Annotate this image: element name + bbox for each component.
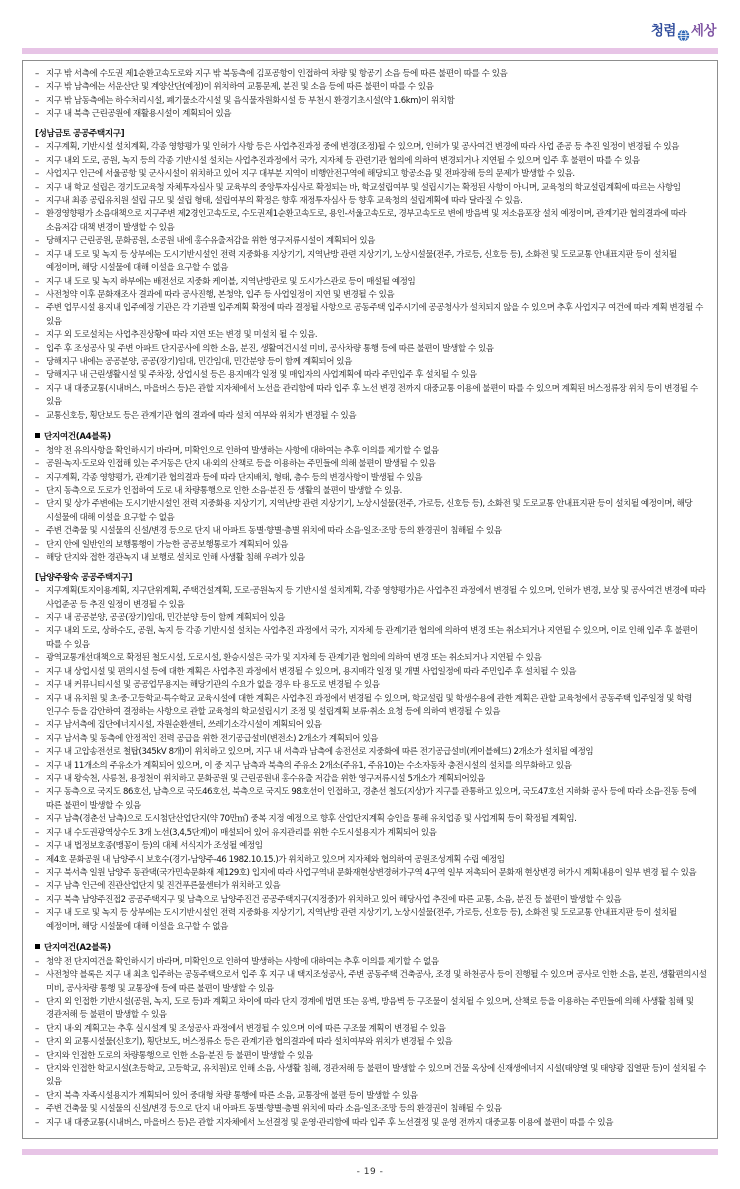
notice-item: – 지구 내 학교 설립은 경기도교육청 자체투자심사 및 교육부의 중앙투자심사로 확정되는 바, 학교설립여부 및 설립시기는 확정된 사항이 아니며, 교육청의 학교설립계획에 따르는 사항임 — [33, 182, 707, 195]
top-decorative-rule — [22, 48, 718, 54]
notice-item: – 단지와 인접한 학교시설(초등학교, 고등학교, 유치원)로 인해 소음, 사생활 침해, 경관저해 등 불편이 발생할 수 있으며 건물 옥상에 신재생에너지 시설(태양열 및 태양광 집열판 등)이 설치될 수 있음 — [33, 1063, 707, 1090]
notice-list — [33, 141, 707, 423]
notice-item: – 단지 및 상가 주변에는 도시기반시설인 전력 지중화용 지상기기, 지역난방 관련 지상기기, 노상시설물(전주, 가로등, 신호등 등), 소화전 및 도로교통 안내표지판 등이 설치될 예정이며, 해당 시설물에 대해 이설을 요구할 수 없음 — [33, 498, 707, 525]
notice-list — [33, 585, 707, 934]
notice-item: – 단지 동측으로 도로가 인접하여 도로 내 차량통행으로 인한 소음·분진 등 생활의 불편이 발생할 수 있음. — [33, 485, 707, 498]
notice-item: – 환경영향평가 소음대책으로 지구주변 제2경인고속도로, 수도권제1순환고속도로, 용인-서울고속도로, 경부고속도로 변에 방음벽 및 저소음포장 설치 예정이며, 관계기관 협의결과에 따라 소음저감 대책 변경이 발생할 수 있음 — [33, 208, 707, 235]
brand-logo — [651, 22, 716, 42]
notice-list — [33, 445, 707, 566]
block-section-label: 단지여건(A2블록) — [44, 943, 111, 954]
notice-item: – 지구 외 도로설치는 사업추진상황에 따라 지연 또는 변경 및 미설치 될 수 있음. — [33, 329, 707, 342]
notice-item: – 단지 외 교통시설물(신호기), 횡단보도, 버스정류소 등은 관계기관 협의결과에 따라 설치여부와 위치가 변경될 수 있음 — [33, 1036, 707, 1049]
notice-item: – 당해지구 내 근린생활시설 및 주차장, 상업시설 등은 용지매각 일정 및 매입자의 사업계획에 따라 주민입주 후 설치될 수 있음 — [33, 369, 707, 382]
section-group-2 — [33, 573, 707, 935]
block-section-title — [35, 432, 707, 444]
notice-item: – 지구 내외 도로, 공원, 녹지 등의 각종 기반시설 설치는 사업추진과정에서 국가, 지자체 등 관련기관 협의에 의하여 변경되거나 지연될 수 있으며 입주 후 불편이 따를 수 있음 — [33, 155, 707, 168]
notice-item: – 지구 남서측 및 동측에 안정적인 전력 공급을 위한 전기공급설비(변전소) 2개소가 계획되어 있음 — [33, 733, 707, 746]
notice-item: – 지구계획, 기반시설 설치계획, 각종 영향평가 및 인허가 사항 등은 사업추진과정 중에 변경(조정)될 수 있으며, 인허가 및 공사여건 변경에 따라 사업 준공 등 추진 일정이 변경될 수 있음 — [33, 141, 707, 154]
notice-item: – 지구 내 도로 및 녹지 등 상부에는 도시기반시설인 전력 지중화용 지상기기, 지역난방 관련 지상기기, 노상시설물(전주, 가로등, 신호등 등), 소화전 및 도로교통 안내표지판 등이 설치될 예정이며, 해당 시설물에 대해 이설을 요구할 수 없음 — [33, 907, 707, 934]
page-number: - 19 - — [356, 1167, 384, 1178]
logo-text-right: 세상 — [690, 23, 716, 40]
notice-item: – 주변 건축물 및 시설물의 신설/변경 등으로 단지 내 아파트 동별·향별·층별 위치에 따라 소음·일조·조망 등의 환경권이 침해될 수 있음 — [33, 1103, 707, 1116]
notice-item: – 주변 업무시설 용지내 입주예정 기관은 각 기관별 입주계획 확정에 따라 결정될 사항으로 공동주택 입주시기에 공공청사가 설치되지 않을 수 있으며 추후 사업지구 여건에 따라 계획 변경될 수 있음 — [33, 302, 707, 329]
notice-item: – 지구 북서측 일원 남양주 동관댁(국가민속문화재 제129호) 입지에 따라 사업구역내 문화재현상변경허가구역 4구역 일부 저촉되어 문화재 현상변경 허가시 계획내용이 일부 변경 될 수 있음 — [33, 867, 707, 880]
notice-item: – 해당 단지와 접한 경관녹지 내 보행로 설치로 인해 사생활 침해 우려가 있음 — [33, 552, 707, 565]
notice-item: – 지구 내 북측 근린공원에 재활용시설이 계획되어 있음 — [33, 108, 707, 121]
section-title: [남양주왕숙 공공주택지구] — [35, 572, 133, 583]
notice-item: – 지구계획, 각종 영향평가, 관계기관 협의결과 등에 따라 단지배치, 형태, 층수 등의 변경사항이 발생될 수 있음 — [33, 472, 707, 485]
globe-icon — [677, 27, 690, 40]
notice-item: – 지구 내 대중교통(시내버스, 마을버스 등)은 관할 지자체에서 노선결정 및 운영·관리함에 따라 입주 후 노선결정 및 운영 전까지 대중교통 이용에 불편이 따를 수 있음 — [33, 1117, 707, 1130]
square-bullet-icon — [35, 944, 40, 949]
notice-item: – 사전청약 블록은 지구 내 최초 입주하는 공동주택으로서 입주 후 지구 내 택지조성공사, 주변 공동주택 건축공사, 조경 및 하천공사 등이 진행될 수 있으며 공사로 인한 소음, 분진, 생활편의시설 미비, 공사차량 통행 및 교통장애 등에 따른 불편이 발생할 수 있음 — [33, 969, 707, 996]
notice-item: – 지구 내 수도권광역상수도 3개 노선(3,4,5단계)이 매설되어 있어 유지관리를 위한 수도시설용지가 계획되어 있음 — [33, 827, 707, 840]
notice-item: – 지구 북측 남양주진접2 공공주택지구 및 남측으로 남양주진건 공공주택지구(지정중)가 위치하고 있어 해당사업 추진에 따른 교통, 소음, 분진 등 불편이 발생할 수 있음 — [33, 894, 707, 907]
notice-item: – 제4호 문화공원 내 남양주시 보호수(경기-남양주-46 1982.10.15.)가 위치하고 있으며 지자체와 협의하여 공원조성계획 수립 예정임 — [33, 854, 707, 867]
notice-item: – 단지 안에 일반인의 보행통행이 가능한 공공보행통로가 계획되어 있음 — [33, 539, 707, 552]
notice-item: – 사전청약 이후 문화재조사 결과에 따라 공사진행, 본청약, 입주 등 사업일정이 지연 및 변경될 수 있음 — [33, 289, 707, 302]
notice-item: – 청약 전 유의사항을 확인하시기 바라며, 미확인으로 인하여 발생하는 사항에 대하여는 추후 이의를 제기할 수 없음 — [33, 445, 707, 458]
content-frame — [22, 60, 718, 1139]
notice-item: – 지구 내 고압송전선로 철탑(345kV 8개)이 위치하고 있으며, 지구 내 서측과 남측에 송전선로 지중화에 따른 전기공급설비(케이블헤드) 2개소가 설치될 예정임 — [33, 746, 707, 759]
page-footer — [0, 1155, 740, 1189]
notice-item: – 지구 밖 서측에 수도권 제1순환고속도로와 지구 밖 북동측에 김포공항이 인접하여 차량 및 항공기 소음 등에 따른 불편이 따를 수 있음 — [33, 68, 707, 81]
notice-item: – 지구 내 커뮤니티시설 및 공공업무용지는 해당기관의 수요가 없을 경우 타 용도로 변경될 수 있음 — [33, 679, 707, 692]
section-group-1 — [33, 129, 707, 423]
notice-item: – 지구 남측 인근에 진관산업단지 및 진건푸른물센터가 위치하고 있음 — [33, 880, 707, 893]
notice-item: – 지구 내 공공분양, 공공(장기)임대, 민간분양 등이 함께 계획되어 있음 — [33, 612, 707, 625]
notice-item: – 지구 남서측에 집단에너지시설, 자원순환센터, 쓰레기소각시설이 계획되어 있음 — [33, 719, 707, 732]
notice-item: – 지구내 최종 공립유치원 설립 규모 및 설립 형태, 설립여부의 확정은 향후 재정투자심사 등 향후 교육청의 설립계획에 따라 달라질 수 있음. — [33, 195, 707, 208]
notice-item: – 입주 후 조성공사 및 주변 아파트 단지공사에 의한 소음, 분진, 생활여건시설 미비, 공사차량 통행 등에 따른 불편이 발생할 수 있음 — [33, 343, 707, 356]
block-section-title — [35, 943, 707, 955]
notice-item: – 지구 동측으로 국지도 86호선, 남측으로 국도46호선, 북측으로 국지도 98호선이 인접하고, 경춘선 철도(지상)가 지구를 관통하고 있으며, 국도47호선 지하화 공사 등에 따라 소음·진동 등에 따른 불편이 발생할 수 있음 — [33, 786, 707, 813]
notice-item: – 지구 밖 남동측에는 하수처리시설, 폐기물소각시설 및 음식물자원화시설 등 부천시 환경기초시설(약 1.6km)이 위치함 — [33, 95, 707, 108]
square-bullet-icon — [35, 433, 40, 438]
page-header — [0, 0, 740, 48]
notice-item: – 지구 밖 남측에는 서운산단 및 계양산단(예정)이 위치하여 교통문제, 분진 및 소음 등에 따른 불편이 따를 수 있음 — [33, 81, 707, 94]
notice-item: – 교통신호등, 횡단보도 등은 관계기관 협의 결과에 따라 설치 여부와 위치가 변경될 수 있음 — [33, 410, 707, 423]
notice-item: – 지구 내 왕숙천, 사릉천, 용정천이 위치하고 문화공원 및 근린공원내 홍수유출 저감을 위한 영구저류시설 5개소가 계획되어있음 — [33, 773, 707, 786]
notice-item: – 지구 내 도로 및 녹지 하부에는 배전선로 지중화 케이블, 지역난방관로 및 도시가스관로 등이 매설될 예정임 — [33, 276, 707, 289]
notice-item: – 광역교통개선대책으로 확정된 철도시설, 도로시설, 환승시설은 국가 및 지자체 등 관계기관 협의에 의하여 변경 또는 취소되거나 지연될 수 있음 — [33, 652, 707, 665]
notice-item: – 단지와 인접한 도로의 차량통행으로 인한 소음·분진 등 불편이 발생할 수 있음 — [33, 1050, 707, 1063]
block-group-2 — [33, 943, 707, 1130]
notice-item: – 지구계획(토지이용계획, 지구단위계획, 주택건설계획, 도로·공원녹지 등 기반시설 설치계획, 각종 영향평가)은 사업추진 과정에서 변경될 수 있으며, 인허가 변경, 보상 및 공사여건 변경에 따라 사업준공 등 추진 일정이 변경될 수 있음 — [33, 585, 707, 612]
block-group-1 — [33, 432, 707, 565]
notice-item: – 지구 내 11개소의 주유소가 계획되어 있으며, 이 중 지구 남측과 북측의 주유소 2개소(주유1, 주유10)는 수소자동차 충전시설의 설치를 의무화하고 있음 — [33, 760, 707, 773]
notice-list — [33, 956, 707, 1130]
notice-item: – 공원·녹지·도로와 인접해 있는 주거동은 단지 내·외의 산책로 등을 이용하는 주민들에 의해 불편이 발생될 수 있음 — [33, 458, 707, 471]
notice-item: – 단지 북측 자족시설용지가 계획되어 있어 중대형 차량 통행에 따른 소음, 교통장애 불편 등이 발생할 수 있음 — [33, 1090, 707, 1103]
notice-item: – 사업지구 인근에 서울공항 및 군사시설이 위치하고 있어 지구 대부분 지역이 비행안전구역에 해당되고 항공소음 및 전파장해 등의 문제가 발생할 수 있음. — [33, 168, 707, 181]
notice-item: – 당해지구 내에는 공공분양, 공공(장기)임대, 민간임대, 민간분양 등이 함께 계획되어 있음 — [33, 356, 707, 369]
notice-item: – 지구 내 유치원 및 초·중·고등학교·특수학교 교육시설에 대한 계획은 사업추진 과정에서 변경될 수 있으며, 학교설립 및 학생수용에 관한 계획은 관할 교육청에서 공동주택 입주일정 및 학령 인구수 등을 감안하여 결정하는 사항으로 관할 교육청의 학교설립시기 조정 및 설립계획 보류·취소 요청 등에 의하여 변경될 수 있음 — [33, 693, 707, 720]
block-section-label: 단지여건(A4블록) — [44, 432, 111, 443]
notice-item: – 지구 내 상업시설 및 편의시설 등에 대한 계획은 사업추진 과정에서 변경될 수 있으며, 용지매각 일정 및 개별 사업일정에 따라 주민입주 후 설치될 수 있음 — [33, 666, 707, 679]
section-title: [성남금토 공공주택지구] — [35, 128, 125, 139]
notice-item: – 주변 건축물 및 시설물의 신설/변경 등으로 단지 내 아파트 동별·향별·층별 위치에 따라 소음·일조·조망 등의 환경권이 침해될 수 있음 — [33, 525, 707, 538]
notice-item: – 지구 내외 도로, 상하수도, 공원, 녹지 등 각종 기반시설 설치는 사업추진 과정에서 국가, 지자체 등 관계기관 협의에 의하여 변경 또는 취소되거나 지연될 수 있으며, 이로 인해 입주 후 불편이 따를 수 있음 — [33, 625, 707, 652]
notice-item: – 지구 내 대중교통(시내버스, 마을버스 등)은 관할 지자체에서 노선을 관리함에 따라 입주 후 노선 변경 전까지 대중교통 이용에 불편이 따를 수 있으며 계획된 버스정류장 위치 등이 변경될 수 있음 — [33, 383, 707, 410]
notice-item: – 단지 내·외 계획고는 추후 실시설계 및 조성공사 과정에서 변경될 수 있으며 이에 따른 구조물 계획이 변경될 수 있음 — [33, 1023, 707, 1036]
notice-item: – 지구 내 법정보호종(맹꽁이 등)의 대체 서식지가 조성될 예정임 — [33, 840, 707, 853]
notice-item: – 지구 남측(경춘선 남측)으로 도시첨단산업단지(약 70만㎡) 중복 지정 예정으로 향후 산업단지계획 승인을 통해 유치업종 및 사업계획 등이 확정될 계획임. — [33, 813, 707, 826]
logo-text-left: 청렴 — [650, 23, 676, 40]
intro-list — [33, 68, 707, 122]
notice-item: – 당해지구 근린공원, 문화공원, 소공원 내에 홍수유출저감을 위한 영구저류시설이 계획되어 있음 — [33, 235, 707, 248]
notice-item: – 단지 외 인접한 기반시설(공원, 녹지, 도로 등)과 계획고 차이에 따라 단지 경계에 법면 또는 옹벽, 방음벽 등 구조물이 설치될 수 있으며, 산책로 등을 이용하는 주민들에 의해 사생활 침해 및 경관저해 등 불편이 발생할 수 있음 — [33, 996, 707, 1023]
notice-item: – 청약 전 단지여건을 확인하시기 바라며, 미확인으로 인하여 발생하는 사항에 대하여는 추후 이의를 제기할 수 없음 — [33, 956, 707, 969]
notice-item: – 지구 내 도로 및 녹지 등 상부에는 도시기반시설인 전력 지중화용 지상기기, 지역난방 관련 지상기기, 노상시설물(전주, 가로등, 신호등 등), 소화전 및 도로교통 안내표지판 등이 설치될 예정이며, 해당 시설물에 대해 이설을 요구할 수 없음 — [33, 249, 707, 276]
